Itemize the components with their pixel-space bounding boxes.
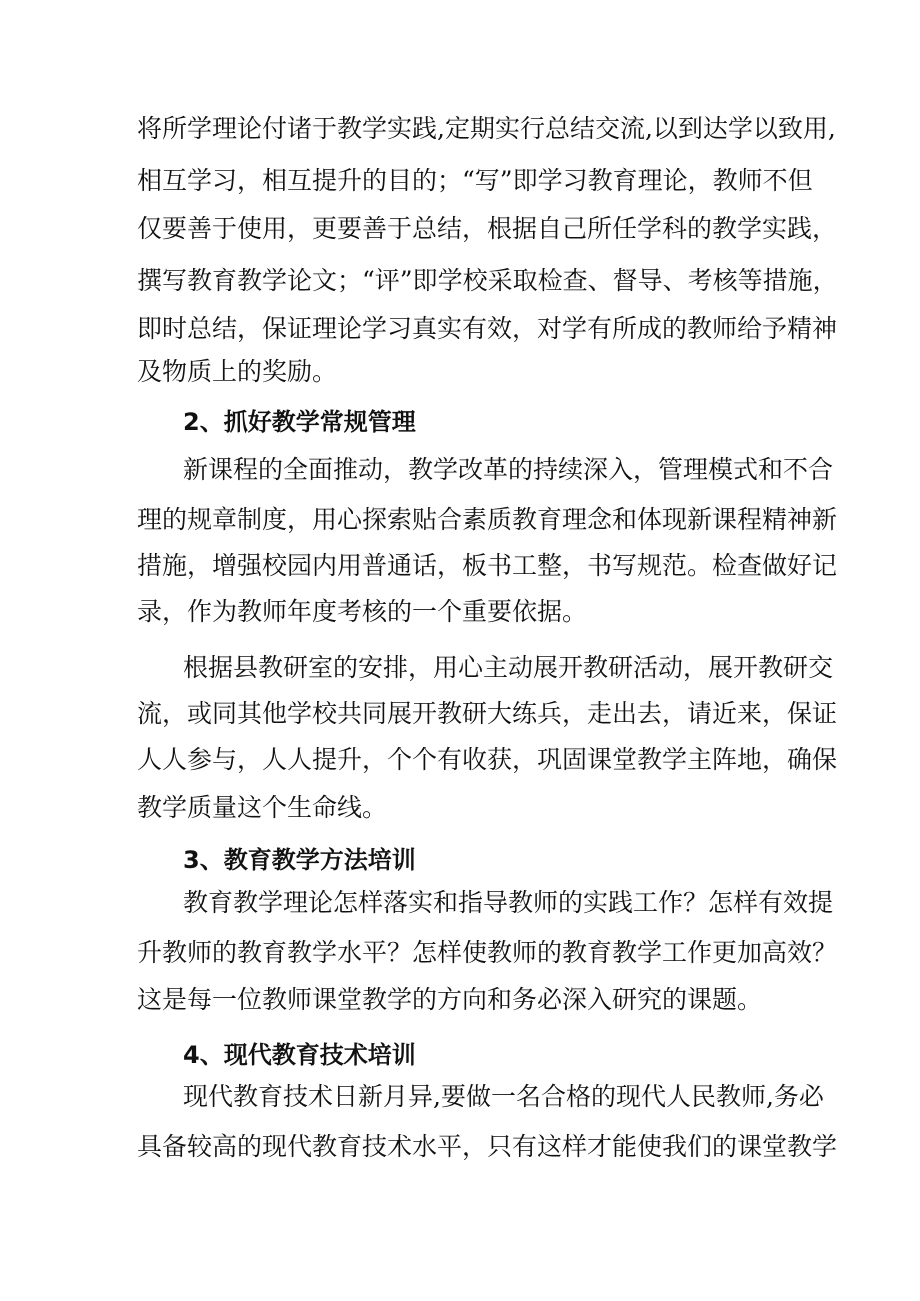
paragraph-line: 人人参与，人人提升，个个有收获，巩固课堂教学主阵地，确保 (137, 745, 838, 774)
paragraph-line: 录，作为教师年度考核的一个重要依据。 (137, 597, 588, 626)
paragraph-line: 这是每一位教师课堂教学的方向和务必深入研究的课题。 (137, 985, 763, 1014)
paragraph-line: 现代教育技术日新月异,要做一名合格的现代人民教师,务必 (183, 1082, 824, 1111)
paragraph-line: 教育教学理论怎样落实和指导教师的实践工作？怎样有效提 (183, 888, 834, 917)
section-heading: 4、现代教育技术培训 (183, 1041, 416, 1069)
paragraph-line: 教学质量这个生命线。 (137, 793, 388, 822)
paragraph-line: 理的规章制度，用心探索贴合素质教育理念和体现新课程精神新 (137, 505, 838, 534)
paragraph-line: 措施，增强校园内用普通话，板书工整，书写规范。检查做好记 (137, 551, 838, 580)
paragraph-line: 撰写教育教学论文；“评”即学校采取检查、督导、考核等措施， (137, 266, 838, 295)
paragraph-line: 及物质上的奖励。 (137, 357, 338, 386)
paragraph-line: 即时总结，保证理论学习真实有效，对学有所成的教师给予精神 (137, 314, 838, 343)
section-heading: 2、抓好教学常规管理 (183, 408, 416, 436)
paragraph-line: 流，或同其他学校共同展开教研大练兵，走出去，请近来，保证 (137, 699, 838, 728)
paragraph-line: 相互学习，相互提升的目的；“写”即学习教育理论，教师不但 (137, 166, 813, 195)
paragraph-line: 根据县教研室的安排，用心主动展开教研活动，展开教研交 (183, 653, 834, 682)
paragraph-line: 新课程的全面推动，教学改革的持续深入，管理模式和不合 (183, 455, 834, 484)
section-heading: 3、教育教学方法培训 (183, 846, 416, 874)
paragraph-line: 具备较高的现代教育技术水平，只有这样才能使我们的课堂教学 (137, 1132, 838, 1161)
paragraph-line: 升教师的教育教学水平？怎样使教师的教育教学工作更加高效？ (137, 938, 838, 967)
paragraph-line: 将所学理论付诸于教学实践,定期实行总结交流,以到达学以致用, (137, 114, 836, 143)
paragraph-line: 仅要善于使用，更要善于总结，根据自己所任学科的教学实践， (137, 214, 838, 243)
